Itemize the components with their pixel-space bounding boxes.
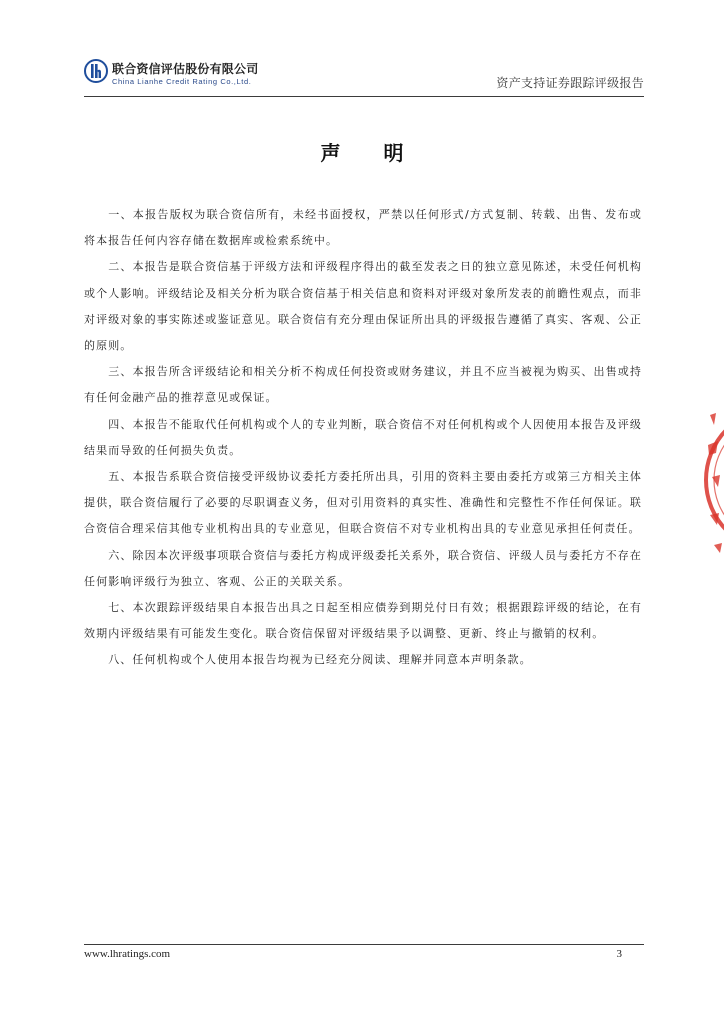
statement-paragraph: 二、本报告是联合资信基于评级方法和评级程序得出的截至发表之日的独立意见陈述，未受任何机构或个人影响。评级结论及相关分析为联合资信基于相关信息和资料对评级对象所发表的前瞻性观点，而非对评级对象的事实陈述或鉴证意见。联合资信有充分理由保证所出具的评级报告遵循了真实、客观、公正的原则。 [84,260,642,353]
page-header [84,56,644,97]
statement-paragraph: 四、本报告不能取代任何机构或个人的专业判断，联合资信不对任何机构或个人因使用本报告及评级结果而导致的任何损失负责。 [84,417,642,457]
company-name-en: China Lianhe Credit Rating Co.,Ltd. [112,77,252,86]
lianhe-logo-icon [84,59,108,83]
page-number: 3 [616,948,622,960]
statement-paragraph: 八、任何机构或个人使用本报告均视为已经充分阅读、理解并同意本声明条款。 [108,653,532,667]
red-seal-stamp-icon [700,395,724,565]
statement-paragraph: 一、本报告版权为联合资信所有，未经书面授权，严禁以任何形式/方式复制、转载、出售、发布或将本报告任何内容存储在数据库或检索系统中。 [84,208,642,248]
page-title: 声 明 [320,141,422,165]
statement-paragraph: 三、本报告所含评级结论和相关分析不构成任何投资或财务建议，并且不应当被视为购买、出售或持有任何金融产品的推荐意见或保证。 [84,365,642,405]
company-name-cn: 联合资信评估股份有限公司 [112,62,259,76]
statement-body [84,202,642,674]
page-footer [84,944,644,965]
website-url: www.lhratings.com [84,948,171,960]
statement-paragraph: 六、除因本次评级事项联合资信与委托方构成评级委托关系外，联合资信、评级人员与委托方不存在任何影响评级行为独立、客观、公正的关联关系。 [84,548,642,588]
report-type-label: 资产支持证券跟踪评级报告 [496,76,644,90]
statement-paragraph: 七、本次跟踪评级结果自本报告出具之日起至相应债券到期兑付日有效；根据跟踪评级的结论，在有效期内评级结果有可能发生变化。联合资信保留对评级结果予以调整、更新、终止与撤销的权利。 [84,601,642,641]
statement-paragraph: 五、本报告系联合资信接受评级协议委托方委托所出具，引用的资料主要由委托方或第三方相关主体提供，联合资信履行了必要的尽职调查义务，但对引用资料的真实性、准确性和完整性不作任何保证。联合资信合理采信其他专业机构出具的专业意见，但联合资信不对专业机构出具的专业意见承担任何责任。 [84,470,642,536]
